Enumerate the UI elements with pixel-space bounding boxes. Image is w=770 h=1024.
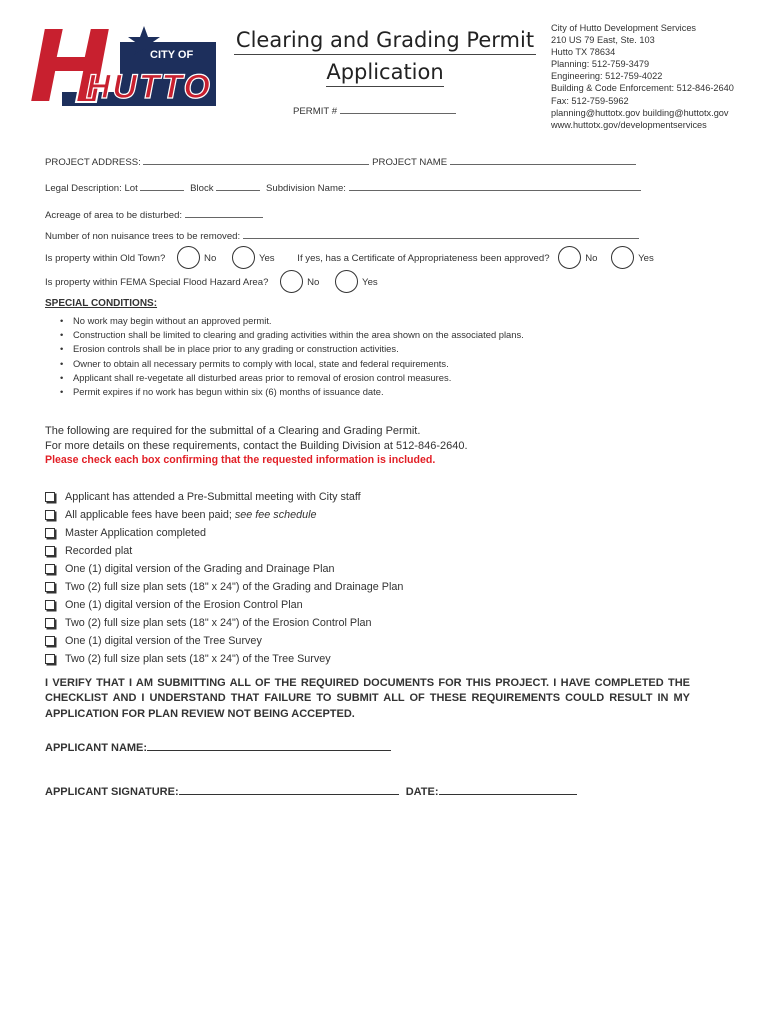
list-item: • Applicant shall re-vegetate all disturbed areas prior to removal of erosion control measures. <box>58 371 524 385</box>
checklist-item-label: One (1) digital version of the Grading and Drainage Plan <box>65 563 335 575</box>
checklist-item <box>45 578 403 596</box>
requirements-warning: Please check each box confirming that the requested information is included. <box>45 454 436 467</box>
city-of-label: CITY OF <box>150 49 194 61</box>
checklist-item-label: Two (2) full size plan sets (18" x 24") of the Grading and Drainage Plan <box>65 581 404 593</box>
old-town-no-label: No <box>204 253 217 265</box>
acreage-label: Acreage of area to be disturbed: <box>45 210 183 221</box>
checklist-item-label: Recorded plat <box>65 545 133 557</box>
checklist-item-label: One (1) digital version of the Tree Survey <box>65 635 262 647</box>
special-conditions-heading: SPECIAL CONDITIONS: <box>45 298 158 309</box>
flood-row <box>45 271 378 294</box>
checklist-item-label: All applicable fees have been paid; <box>65 509 235 521</box>
applicant-name-label: APPLICANT NAME: <box>45 742 148 754</box>
checklist-item <box>45 614 403 632</box>
checklist-item <box>45 650 403 668</box>
list-item: • Construction shall be limited to clearing and grading activities within the area shown on the associated plans. <box>58 328 524 342</box>
checklist-item <box>45 596 403 614</box>
checklist-item-label: Two (2) full size plan sets (18" x 24") of the Tree Survey <box>65 653 331 665</box>
certificate-yes-radio[interactable] <box>611 246 634 269</box>
contact-line[interactable]: planning@huttotx.gov building@huttotx.gov <box>551 107 729 118</box>
project-address-row <box>45 155 636 168</box>
checkbox[interactable] <box>45 492 55 502</box>
certificate-no-radio[interactable] <box>558 246 581 269</box>
date-input[interactable] <box>439 782 577 795</box>
special-conditions-list <box>58 314 524 399</box>
trees-label: Number of non nuisance trees to be removed: <box>45 231 241 242</box>
checklist-item <box>45 488 403 506</box>
contact-line[interactable]: www.huttotx.gov/developmentservices <box>551 119 707 130</box>
requirements-line2: For more details on these requirements, contact the Building Division at 512-846-2640. <box>45 439 468 452</box>
form-title-line2: Application <box>326 59 443 87</box>
acreage-input[interactable] <box>185 208 263 218</box>
checkbox[interactable] <box>45 636 55 646</box>
checkbox[interactable] <box>45 546 55 556</box>
lot-label: Legal Description: Lot <box>45 183 138 194</box>
old-town-yes-radio[interactable] <box>232 246 255 269</box>
permit-number-field[interactable] <box>293 104 456 117</box>
verification-statement: I VERIFY THAT I AM SUBMITTING ALL OF THE REQUIRED DOCUMENTS FOR THIS PROJECT. I HAVE COMPLETED THE CHECKLIST AND I UNDERSTAND THAT FAILURE TO SUBMIT ALL OF THESE REQUIREMENTS COULD RESULT IN MY APPLICATION FOR PLAN REVIEW NOT BEING ACCEPTED. <box>45 677 690 720</box>
checklist-item <box>45 560 403 578</box>
lot-input[interactable] <box>140 181 184 191</box>
checklist-item-label: Master Application completed <box>65 527 207 539</box>
checkbox[interactable] <box>45 618 55 628</box>
flood-no-label: No <box>307 277 320 289</box>
applicant-signature-input[interactable] <box>179 782 399 795</box>
list-item: • Permit expires if no work has begun within six (6) months of issuance date. <box>58 385 524 399</box>
checkbox[interactable] <box>45 654 55 664</box>
subdivision-label: Subdivision Name: <box>265 183 346 194</box>
checklist-item-label: One (1) digital version of the Erosion Control Plan <box>65 599 303 611</box>
applicant-signature-label: APPLICANT SIGNATURE: <box>45 786 179 798</box>
old-town-label: Is property within Old Town? <box>45 253 166 265</box>
date-label: DATE: <box>405 786 439 798</box>
checklist-item-label: Applicant has attended a Pre-Submittal meeting with City staff <box>65 491 361 503</box>
form-title <box>230 24 540 88</box>
flood-label: Is property within FEMA Special Flood Hazard Area? <box>45 277 269 289</box>
requirements-intro <box>45 424 468 468</box>
checklist-item <box>45 632 403 650</box>
certificate-label: If yes, has a Certificate of Appropriateness been approved? <box>297 253 550 265</box>
checklist-item <box>45 524 403 542</box>
checkbox[interactable] <box>45 564 55 574</box>
legal-description-row <box>45 181 641 194</box>
block-label: Block <box>190 183 214 194</box>
form-title-line1: Clearing and Grading Permit <box>234 27 536 55</box>
trees-input[interactable] <box>243 229 639 239</box>
certificate-no-label: No <box>585 253 598 265</box>
contact-line: Fax: 512-759-5962 <box>551 95 629 106</box>
contact-line: Building & Code Enforcement: 512-846-2640 <box>551 83 734 94</box>
block-input[interactable] <box>216 181 260 191</box>
contact-line: Engineering: 512-759-4022 <box>551 71 663 82</box>
subdivision-input[interactable] <box>349 181 641 191</box>
checkbox[interactable] <box>45 582 55 592</box>
contact-info <box>551 22 734 131</box>
acreage-row <box>45 208 263 221</box>
permit-number-label: PERMIT # <box>293 106 338 117</box>
checkbox[interactable] <box>45 600 55 610</box>
flood-yes-radio[interactable] <box>335 270 358 293</box>
contact-line: Planning: 512-759-3479 <box>551 59 650 70</box>
project-name-input[interactable] <box>450 155 636 165</box>
project-name-label: PROJECT NAME <box>372 157 448 168</box>
project-address-label: PROJECT ADDRESS: <box>45 157 141 168</box>
old-town-yes-label: Yes <box>258 253 275 265</box>
signature-row <box>45 782 577 798</box>
submittal-checklist <box>45 488 403 668</box>
list-item: • No work may begin without an approved permit. <box>58 314 524 328</box>
flood-yes-label: Yes <box>362 277 378 289</box>
contact-line: City of Hutto Development Services <box>551 23 697 33</box>
checklist-item <box>45 506 403 524</box>
old-town-no-radio[interactable] <box>177 246 200 269</box>
city-logo <box>26 20 218 112</box>
checkbox[interactable] <box>45 528 55 538</box>
trees-row <box>45 229 639 242</box>
certificate-yes-label: Yes <box>638 253 654 265</box>
applicant-name-input[interactable] <box>147 738 391 751</box>
hutto-logo-text: HUTTO <box>86 68 210 106</box>
contact-line: 210 US 79 East, Ste. 103 <box>551 35 655 46</box>
checklist-item <box>45 542 403 560</box>
checkbox[interactable] <box>45 510 55 520</box>
requirements-line1: The following are required for the submittal of a Clearing and Grading Permit. <box>45 425 421 437</box>
contact-line: Hutto TX 78634 <box>551 47 616 58</box>
checklist-item-label: Two (2) full size plan sets (18" x 24") of the Erosion Control Plan <box>65 617 372 629</box>
flood-no-radio[interactable] <box>280 270 303 293</box>
project-address-input[interactable] <box>143 155 369 165</box>
fee-schedule-note: see fee schedule <box>234 509 317 521</box>
list-item: • Erosion controls shall be in place prior to any grading or construction activities. <box>58 342 524 356</box>
list-item: • Owner to obtain all necessary permits to comply with local, state and federal requirements. <box>58 357 524 371</box>
applicant-name-row <box>45 738 391 754</box>
old-town-row <box>45 247 654 270</box>
